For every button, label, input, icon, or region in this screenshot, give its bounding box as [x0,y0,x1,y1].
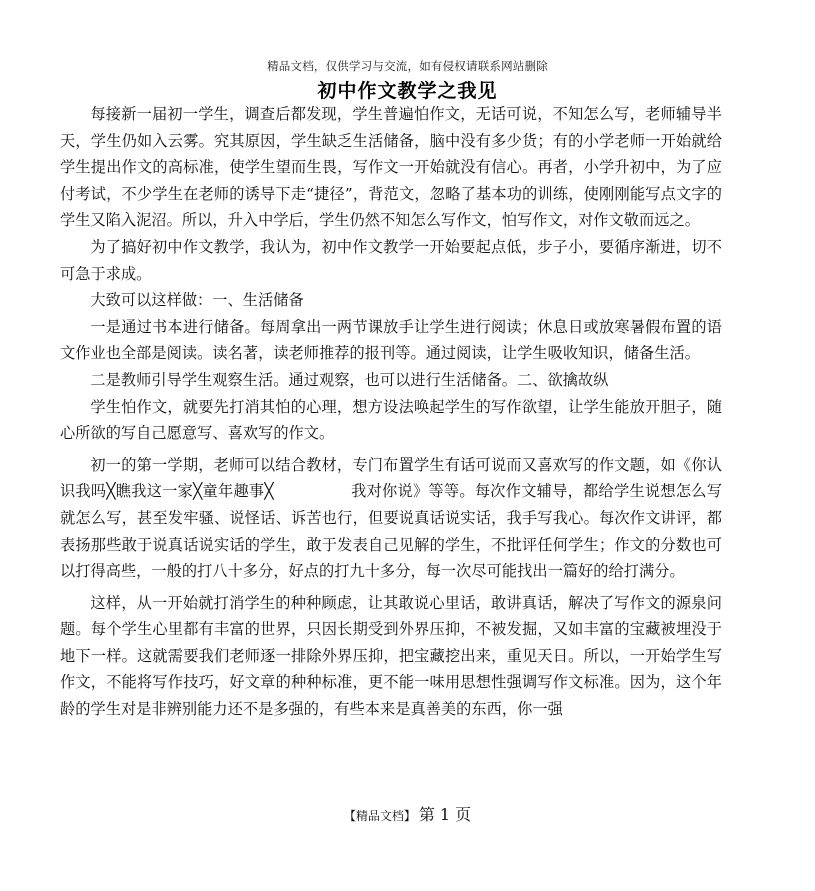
paragraph-7: 初一的第一学期，老师可以结合教材，专门布置学生有话可说而又喜欢写的作文题，如《你认识我吗╳瞧我这一家╳童年趣事╳ 我对你说》等等。每次作文辅导，都给学生说想怎么写就怎么写，甚至发牢骚、说怪话、诉苦也行，但要说真话说实话，我手写我心。每次作文讲评，都表扬那些敢于说真话说实话的学生，敢于发表自己见解的学生，不批评任何学生；作文的分数也可以打得高些，一般的打八十多分，好点的打九十多分，每一次尽可能找出一篇好的给打满分。 [60,455,722,581]
paragraph-8: 这样，从一开始就打消学生的种种顾虑，让其敢说心里话，敢讲真话，解决了写作文的源泉问题。每个学生心里都有丰富的世界，只因长期受到外界压抑，不被发掘，又如丰富的宝藏被埋没于地下一样。这就需要我们老师逐一排除外界压抑，把宝藏挖出来，重见天日。所以，一开始学生写作文，不能将写作技巧，好文章的种种标准，更不能一味用思想性强调写作文标准。因为，这个年龄的学生对是非辨别能力还不是多强的，有些本来是真善美的东西，你一强 [60,593,722,719]
page-footer [0,802,815,825]
paragraph-2: 为了搞好初中作文教学，我认为，初中作文教学一开始要起点低，步子小，要循序渐进，切不可急于求成。 [60,237,722,283]
paragraph-6: 学生怕作文，就要先打消其怕的心理，想方设法唤起学生的写作欲望，让学生能放开胆子，随心所欲的写自己愿意写、喜欢写的作文。 [60,397,722,443]
footer-tag: 【精品文档】 [343,809,416,823]
paragraph-1: 每接新一届初一学生，调查后都发现，学生普遍怕作文，无话可说，不知怎么写，老师辅导半天，学生仍如入云雾。究其原因，学生缺乏生活储备，脑中没有多少货；有的小学老师一开始就给学生提出作文的高标准，使学生望而生畏，写作文一开始就没有信心。再者，小学升初中，为了应付考试，不少学生在老师的诱导下走“捷径”，背范文，忽略了基本功的训练，使刚刚能写点文字的学生又陷入泥沼。所以，升入中学后，学生仍然不知怎么写作文，怕写作文，对作文敬而远之。 [60,105,722,230]
header-note: 精品文档，仅供学习与交流，如有侵权请联系网站删除 [267,59,548,73]
page-number: 第 1 页 [418,805,472,824]
paragraph-5: 二是教师引导学生观察生活。通过观察，也可以进行生活储备。二、欲擒故纵 [90,370,609,389]
document-body [60,101,722,723]
paragraph-3: 大致可以这样做：一、生活储备 [90,291,304,310]
document-title: 初中作文教学之我见 [317,80,498,102]
paragraph-4: 一是通过书本进行储备。每周拿出一两节课放手让学生进行阅读；休息日或放寒暑假布置的语文作业也全部是阅读。读名著，读老师推荐的报刊等。通过阅读，让学生吸收知识，储备生活。 [60,317,722,363]
